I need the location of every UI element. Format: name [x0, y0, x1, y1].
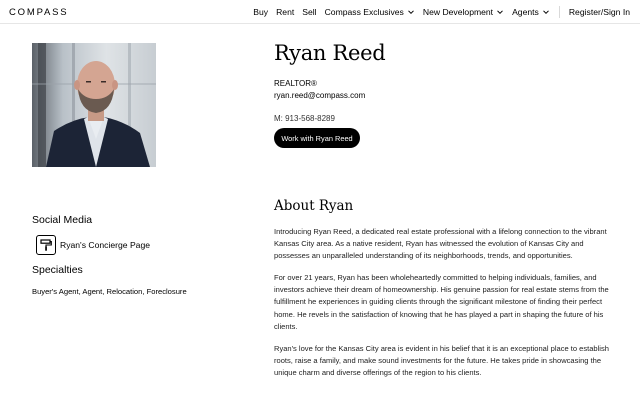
nav-divider — [559, 6, 560, 18]
agent-title: REALTOR® — [274, 79, 317, 88]
about-paragraph: For over 21 years, Ryan has been wholeheartedly committed to helping individuals, families, and investors achieve their dream of homeownership. His genuine passion for real estate stems from the fulfillment he experiences in guiding clients through the significant milestone of finding their perfect home. He revels in the satisfaction of knowing that he has played a part in shaping the future of his clients. — [274, 273, 609, 331]
register-sign-in-label: Register/Sign In — [568, 7, 630, 17]
compass-logo[interactable]: COMPASS — [9, 7, 69, 18]
about-body — [274, 226, 610, 389]
nav-sell-label: Sell — [302, 7, 317, 17]
main-nav — [245, 0, 630, 24]
nav-agents[interactable] — [512, 7, 550, 17]
agent-phone[interactable]: M: 913-568-8289 — [274, 114, 335, 123]
agent-email-link[interactable]: ryan.reed@compass.com — [274, 91, 366, 100]
register-sign-in-link[interactable] — [569, 7, 630, 17]
agent-photo — [32, 43, 156, 167]
nav-compass-exclusives[interactable] — [325, 7, 415, 17]
about-paragraph: Ryan's love for the Kansas City area is evident in his belief that it is an exceptional place to establish roots, raise a family, and make sound investments for the future. He takes pride in showcasing the unique charm and diverse offerings of the region to his clients. — [274, 343, 609, 377]
agent-portrait-image — [32, 43, 156, 167]
nav-sell[interactable] — [302, 7, 316, 17]
nav-rent-label: Rent — [276, 7, 295, 17]
nav-buy[interactable] — [253, 7, 268, 17]
concierge-page-link[interactable] — [36, 235, 150, 255]
specialties-list: Buyer's Agent, Agent, Relocation, Foreclosure — [32, 287, 187, 296]
nav-rent[interactable] — [276, 7, 294, 17]
about-paragraph: Introducing Ryan Reed, a dedicated real estate professional with a lifelong connection to the vibrant Kansas City area. As a native resident, Ryan has witnessed the evolution of Kansas City and possesses an unparalleled understanding of its neighborhoods, trends, and opportunities. — [274, 227, 607, 261]
work-with-agent-button[interactable]: Work with Ryan Reed — [274, 128, 360, 148]
nav-new-development-label: New Development — [422, 7, 494, 17]
concierge-page-label: Ryan's Concierge Page — [60, 240, 151, 250]
chevron-down-icon — [407, 8, 415, 16]
paint-roller-icon — [36, 235, 56, 255]
nav-buy-label: Buy — [253, 7, 269, 17]
chevron-down-icon — [496, 8, 504, 16]
nav-compass-exclusives-label: Compass Exclusives — [324, 7, 404, 17]
nav-new-development[interactable] — [423, 7, 504, 17]
top-nav-bar — [0, 0, 640, 24]
social-media-heading: Social Media — [32, 214, 93, 226]
about-heading: About Ryan — [274, 198, 354, 214]
specialties-heading: Specialties — [32, 264, 83, 276]
chevron-down-icon — [542, 8, 550, 16]
nav-agents-label: Agents — [512, 7, 539, 17]
agent-name: Ryan Reed — [274, 41, 386, 65]
